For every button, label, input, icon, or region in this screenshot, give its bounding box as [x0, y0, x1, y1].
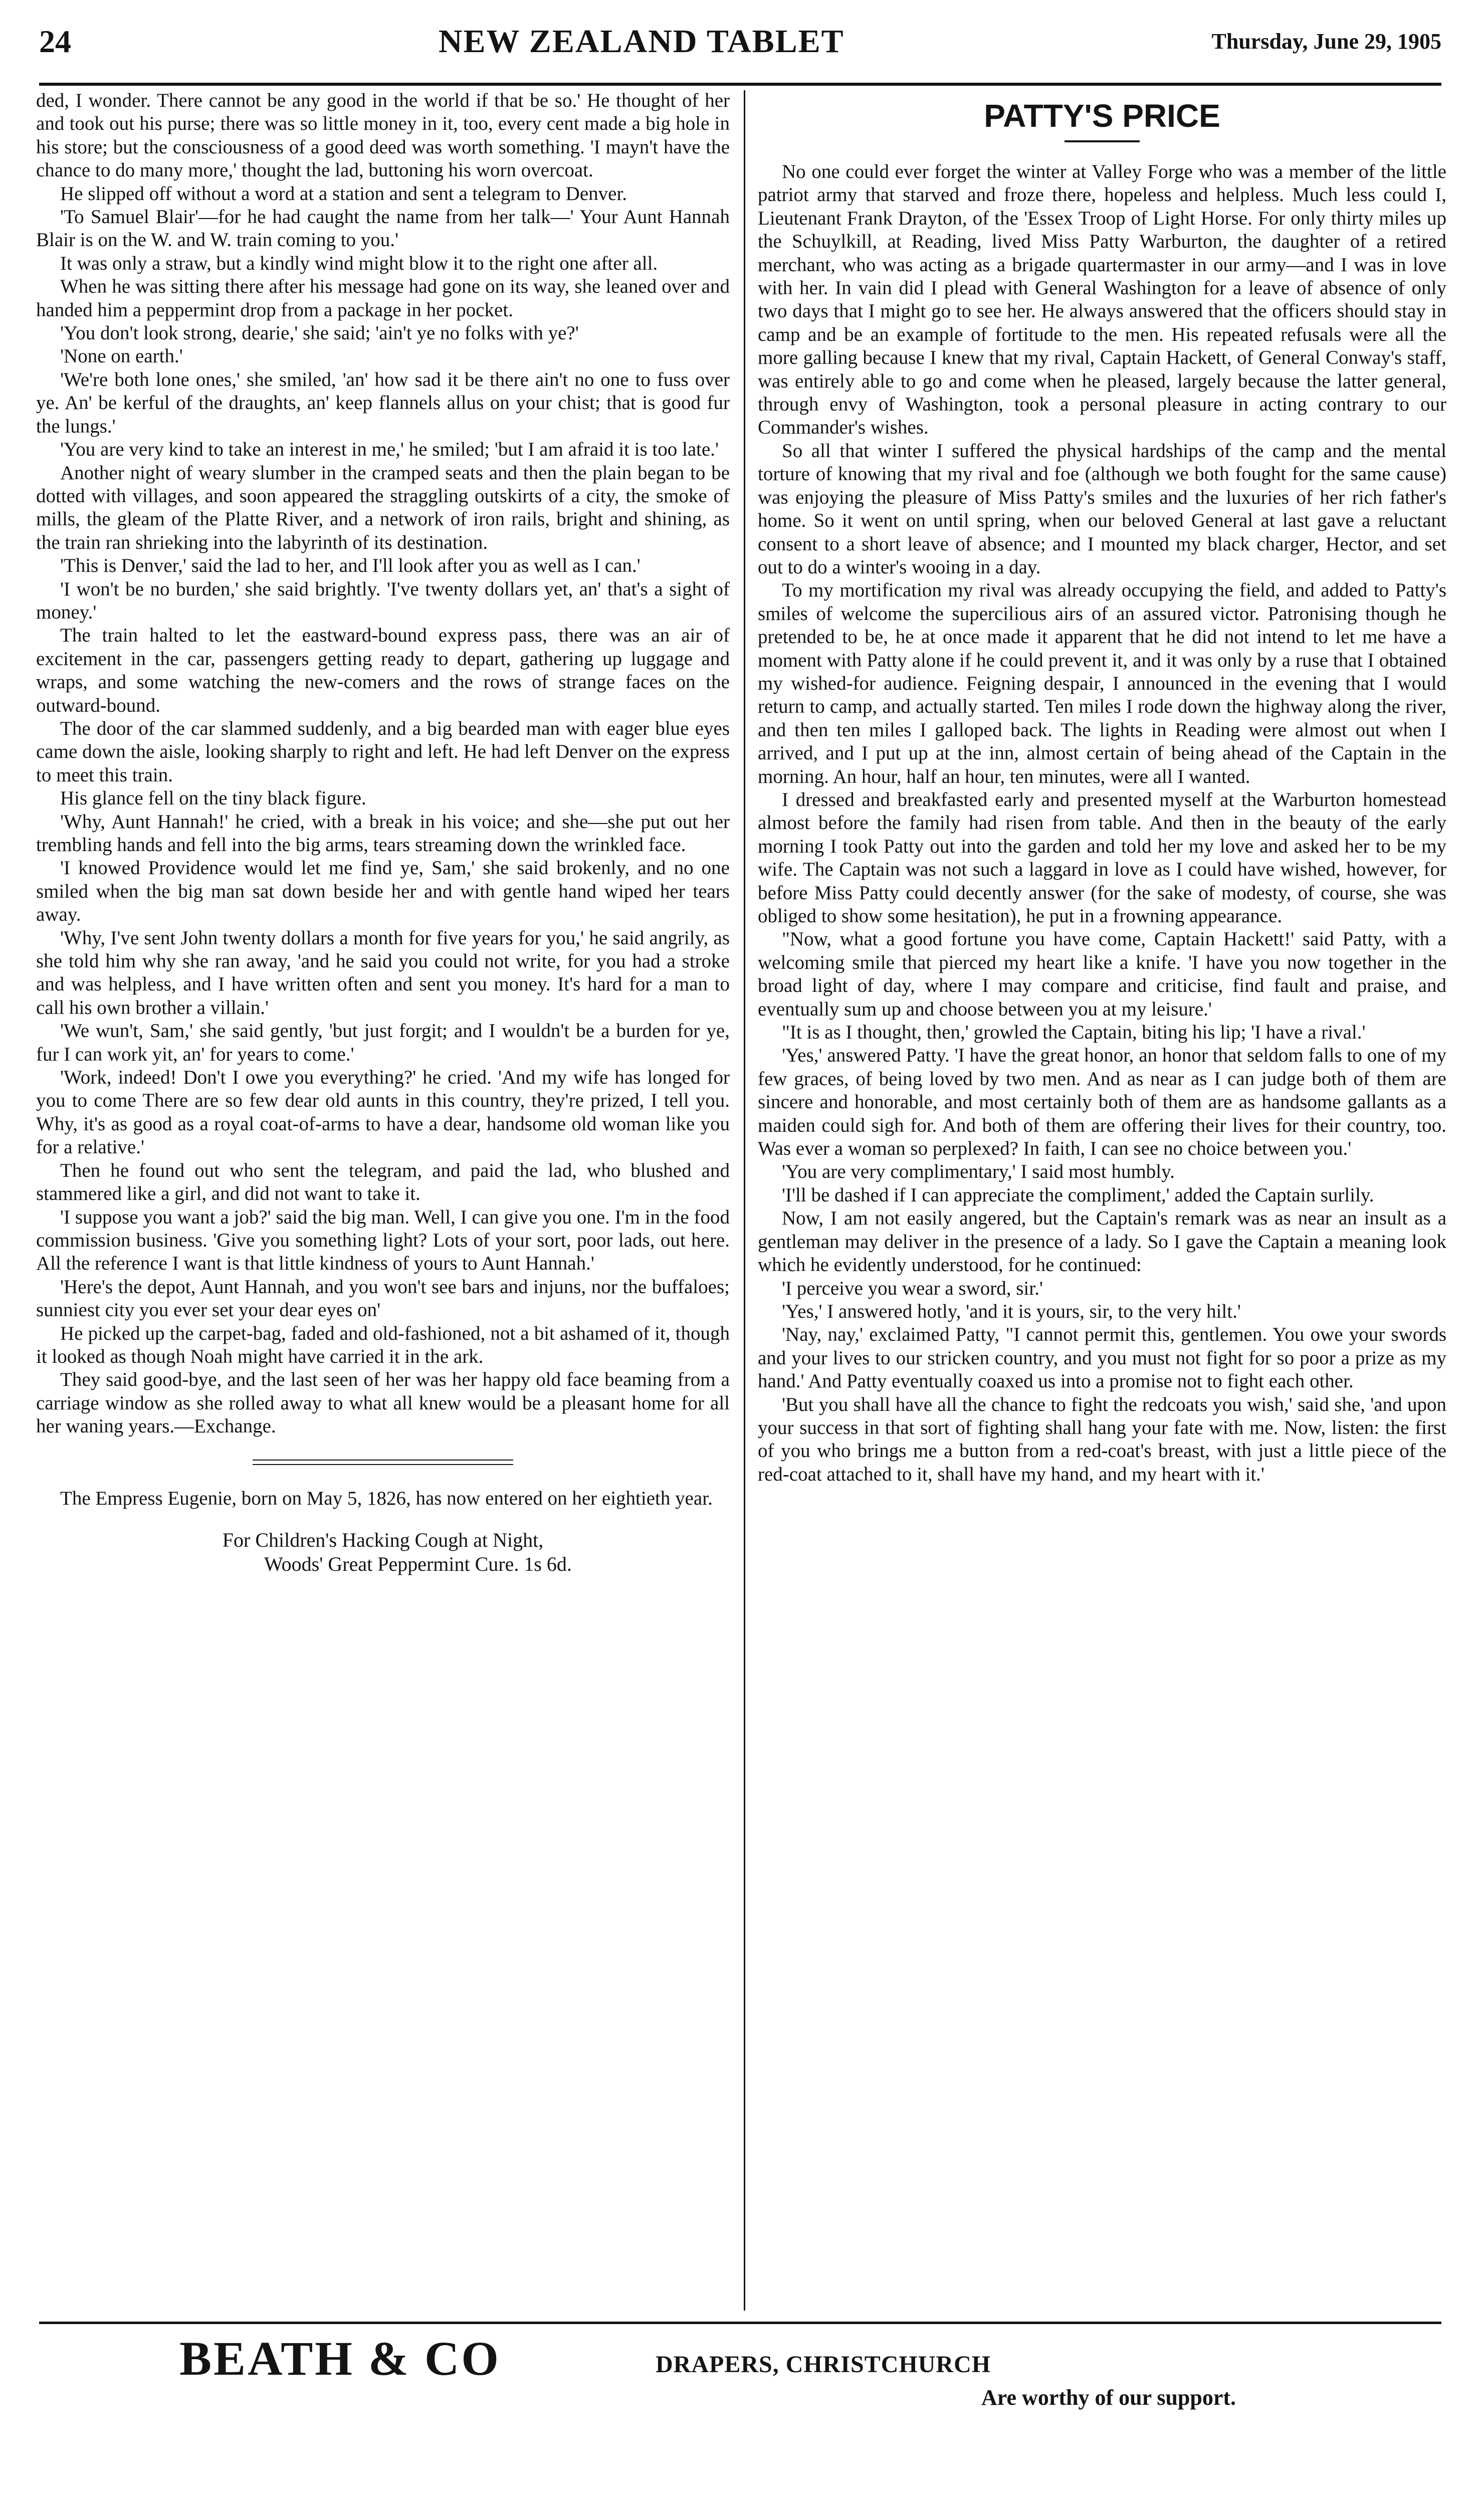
footer-rule	[39, 2322, 1441, 2324]
paragraph: 'You don't look strong, dearie,' she said; 'ain't ye no folks with ye?'	[60, 322, 579, 344]
paragraph: 'Work, indeed! Don't I owe you everything?' he cried. 'And my wife has longed for you to come There are so few dear old aunts in this country, they're prized, I tell you. Why, it's as good as a royal coat-of-arms to have a dear, handsome old woman like you for a relative.'	[36, 1067, 730, 1158]
ad-line-2: Woods' Great Peppermint Cure. 1s 6d.	[264, 1552, 572, 1575]
title-rule	[1065, 140, 1140, 142]
paragraph: 'Yes,' I answered hotly, 'and it is yours, sir, to the very hilt.'	[782, 1300, 1241, 1322]
paragraph: 'You are very complimentary,' I said most humbly.	[782, 1161, 1175, 1183]
left-column	[36, 89, 730, 2310]
footer-tagline: Are worthy of our support.	[981, 2385, 1236, 2410]
footer-advert	[39, 2331, 1441, 2431]
paragraph: 'I perceive you wear a sword, sir.'	[782, 1277, 1043, 1299]
issue-date: Thursday, June 29, 1905	[1211, 29, 1441, 54]
ad-line-1: For Children's Hacking Cough at Night,	[222, 1528, 544, 1551]
paragraph: 'You are very kind to take an interest in me,' he smiled; 'but I am afraid it is too late.'	[60, 439, 719, 461]
paragraph: Now, I am not easily angered, but the Captain's remark was as near an insult as a gentleman may deliver in the presence of a lady. So I gave the Captain a meaning look which he evidently understood, for he continued:	[758, 1207, 1446, 1276]
paragraph: 'Nay, nay,' exclaimed Patty, "I cannot permit this, gentlemen. You owe your swords and your lives to our stricken country, and you must not fight for so poor a prize as my hand.' And Patty eventually coaxed us into a promise not to fight each other.	[758, 1324, 1446, 1392]
paragraph: 'But you shall have all the chance to fight the redcoats you wish,' said she, 'and upon your success in that sort of fighting shall hang your fate with me. Now, listen: the first of you who brings me a button from a red-coat's breast, with just a little piece of the red-coat attached to it, shall have my hand, and my heart with it.'	[758, 1393, 1446, 1485]
article-body	[758, 160, 1446, 1486]
paragraph: 'None on earth.'	[60, 345, 183, 367]
company-name: BEATH & CO	[179, 2332, 501, 2385]
peppermint-cure-ad	[36, 1528, 730, 1576]
paragraph: "It is as I thought, then,' growled the Captain, biting his lip; 'I have a rival.'	[782, 1021, 1366, 1044]
paragraph: 'Here's the depot, Aunt Hannah, and you won't see bars and injuns, nor the buffaloes; sunniest city you ever set your dear eyes on'	[36, 1276, 730, 1321]
paragraph: 'This is Denver,' said the lad to her, and I'll look after you as well as I can.'	[60, 555, 641, 577]
paragraph: 'Why, Aunt Hannah!' he cried, with a break in his voice; and she—she put out her trembling hands and fell into the big arms, tears streaming down the wrinkled face.	[36, 810, 730, 856]
paragraph: To my mortification my rival was already occupying the field, and added to Patty's smiles of welcome the supercilious airs of an assured victor. Patronising though he pretended to be, he at once made it apparent that he did not intend to let me have a moment with Patty alone if he could prevent it, and it was only by a ruse that I obtained my wished-for audience. Feigning despair, I announced in the evening that I would return to camp, and actually started. Ten miles I rode down the highway along the river, and then ten miles I galloped back. The lights in Reading were almost out when I arrived, and I put up at the inn, almost certain of being ahead of the Captain in the morning. An hour, half an hour, ten minutes, were all I wanted.	[758, 579, 1446, 787]
paragraph: 'Yes,' answered Patty. 'I have the great honor, an honor that seldom falls to one of my few graces, of being loved by two men. And as near as I can judge both of them are sincere and honorable, and most certainly both of them are as handsome gallants as a maiden could sigh for. And both of them are offering their lives for their country, too. Was ever a woman so perplexed? In faith, I can see no choice between you.'	[758, 1045, 1446, 1160]
paragraph: 'We wun't, Sam,' she said gently, 'but just forgit; and I wouldn't be a burden for ye, fur I can work yit, an' for years to come.'	[36, 1020, 730, 1065]
paragraph: Then he found out who sent the telegram, and paid the lad, who blushed and stammered like a girl, and did not want to take it.	[36, 1159, 730, 1205]
paragraph: The door of the car slammed suddenly, and a big bearded man with eager blue eyes came down the aisle, looking sharply to right and left. He had left Denver on the express to meet this train.	[36, 717, 730, 786]
article-title: PATTY'S PRICE	[984, 98, 1220, 134]
column-rule	[744, 90, 745, 2311]
paragraph: 'I won't be no burden,' she said brightly. 'I've twenty dollars yet, an' that's a sight of money.'	[36, 578, 730, 623]
paragraph: I dressed and breakfasted early and presented myself at the Warburton homestead almost before the family had risen from table. And then in the beauty of the early morning I took Patty out into the garden and told her my love and asked her to be my wife. The Captain was not such a laggard in love as I could have wished, however, for before Miss Patty could decently answer (for the sake of modesty, of course, she was obliged to show some hesitation), he put in a frowning appearance.	[758, 788, 1446, 927]
paragraph: 'We're both lone ones,' she smiled, 'an' how sad it be there ain't no one to fuss over ye. An' be kerful of the draughts, an' keep flannels allus on your chist; that is good fur the lungs.'	[36, 368, 730, 437]
paragraph: So all that winter I suffered the physical hardships of the camp and the mental torture of knowing that my rival and foe (although we both fought for the same cause) was enjoying the pleasure of Miss Patty's smiles and the luxuries of her rich father's home. So it went on until spring, when our beloved General at last gave a reluctant consent to a short leave of absence; and I mounted my black charger, Hector, and set out to do a winter's wooing in a day.	[758, 440, 1446, 578]
paragraph: 'I suppose you want a job?' said the big man. Well, I can give you one. I'm in the food commission business. 'Give you something light? Lots of your sort, poor lads, out here. All the reference I want is that little kindness of yours to Aunt Hannah.'	[36, 1206, 730, 1275]
paragraph: 'To Samuel Blair'—for he had caught the name from her talk—' Your Aunt Hannah Blair is on the W. and W. train coming to you.'	[36, 206, 730, 251]
paragraph: No one could ever forget the winter at Valley Forge who was a member of the little patriot army that starved and froze there, hopeless and helpless. Much less could I, Lieutenant Frank Drayton, of the 'Essex Troop of Light Horse. For only thirty miles up the Schuylkill, at Reading, lived Miss Patty Warburton, the daughter of a retired merchant, who was acting as a brigade quartermaster in our army—and I was in love with her. In vain did I plead with General Washington for a leave of absence of only two days that I might go to see her. He always answered that the officers should stay in camp and be an example of fortitude to the men. His repeated refusals were all the more galling because I knew that my rival, Captain Hackett, of General Conway's staff, was entirely able to go and come when he pleased, largely because the latter general, through envy of Washington, took a personal pleasure in acting contrary to our Commander's wishes.	[758, 161, 1446, 439]
paragraph: His glance fell on the tiny black figure.	[60, 787, 366, 809]
paragraph: It was only a straw, but a kindly wind might blow it to the right one after all.	[60, 252, 658, 274]
paragraph: They said good-bye, and the last seen of her was her happy old face beaming from a carriage window as she rolled away to what all knew would be a pleasant home for all her waning years.—Exchange.	[36, 1369, 730, 1437]
paragraph: The train halted to let the eastward-bound express pass, there was an air of excitement in the car, passengers getting ready to depart, gathering up luggage and wraps, and some watching the new-comers and the rows of strange faces on the outward-bound.	[36, 625, 730, 716]
masthead	[39, 0, 1441, 86]
newspaper-title: NEW ZEALAND TABLET	[438, 23, 844, 60]
company-location: DRAPERS, CHRISTCHURCH	[656, 2351, 991, 2378]
paragraph: He slipped off without a word at a station and sent a telegram to Denver.	[60, 182, 627, 204]
paragraph: 'Why, I've sent John twenty dollars a month for five years for you,' he said angrily, as she told him why she ran away, 'and he said you could not write, for you had a stroke and was helpless, and I have written often and sent you money. It's hard for a man to call his own brother a villain.'	[36, 927, 730, 1018]
empress-notice: The Empress Eugenie, born on May 5, 1826, has now entered on her eightieth year.	[60, 1487, 713, 1509]
paragraph: "Now, what a good fortune you have come, Captain Hackett!' said Patty, with a welcoming smile that pierced my heart like a knife. 'I have you now together in the broad light of day, where I may compare and criticise, find fault and praise, and eventually sum up and choose between you at my leisure.'	[758, 928, 1446, 1020]
paragraph: When he was sitting there after his message had gone on its way, she leaned over and handed him a peppermint drop from a package in her pocket.	[36, 276, 730, 321]
paragraph: 'I knowed Providence would let me find ye, Sam,' she said brokenly, and no one smiled when the big man sat down beside her and with gentle hand wiped her tears away.	[36, 857, 730, 926]
column-separator	[253, 1460, 513, 1465]
paragraph: ded, I wonder. There cannot be any good in the world if that be so.' He thought of her and took out his purse; there was so little money in it, too, every cent made a big hole in his store; but the consciousness of a good deed was worth something. 'I mayn't have the chance to do many more,' thought the lad, buttoning his worn overcoat.	[36, 90, 730, 181]
paragraph: 'I'll be dashed if I can appreciate the compliment,' added the Captain surlily.	[782, 1184, 1374, 1206]
story-continuation	[36, 89, 730, 1438]
page-number: 24	[39, 23, 71, 59]
paragraph: Another night of weary slumber in the cramped seats and then the plain began to be dotted with villages, and soon appeared the straggling outskirts of a city, the smoke of mills, the gleam of the Platte River, and a network of iron rails, bright and shining, as the train ran shrieking into the labyrinth of its destination.	[36, 462, 730, 553]
right-column	[758, 89, 1446, 2310]
paragraph: He picked up the carpet-bag, faded and old-fashioned, not a bit ashamed of it, though it looked as though Noah might have carried it in the ark.	[36, 1322, 730, 1367]
